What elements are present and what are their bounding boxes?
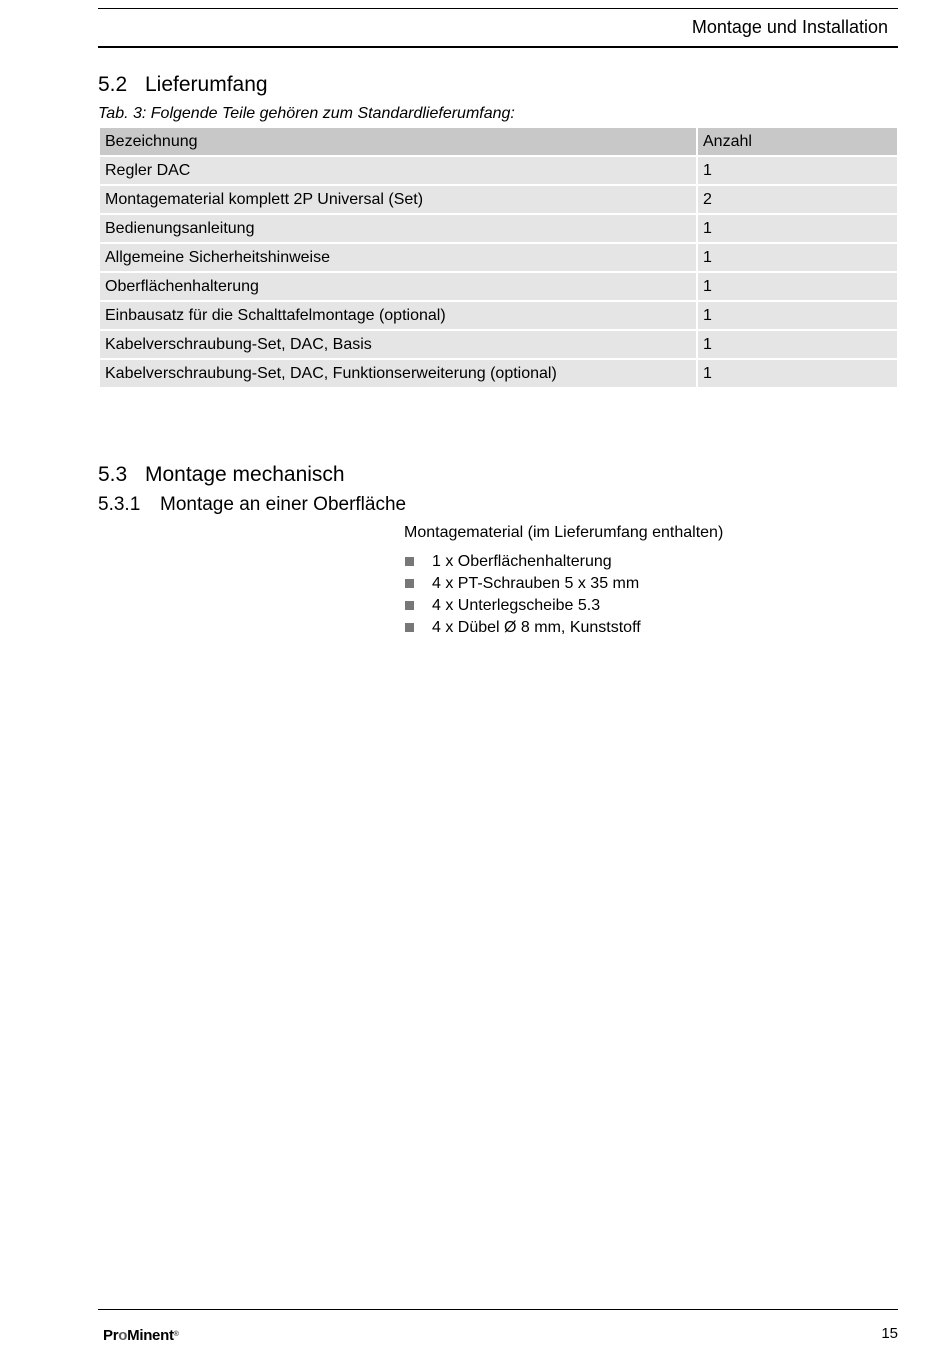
- item-name: Oberflächenhalterung: [100, 273, 696, 300]
- item-name: Kabelverschraubung-Set, DAC, Funktionserweiterung (optional): [100, 360, 696, 387]
- item-name: Montagematerial komplett 2P Universal (Set): [100, 186, 696, 213]
- square-bullet-icon: [405, 557, 414, 566]
- item-quantity: 1: [698, 331, 897, 358]
- list-item-text: 1 x Oberflächenhalterung: [432, 553, 612, 570]
- table-row: [100, 244, 897, 271]
- section-heading-montage-mechanisch: [98, 462, 345, 488]
- section-number: 5.2: [98, 73, 128, 96]
- column-header-bezeichnung: Bezeichnung: [100, 128, 696, 155]
- item-quantity: 1: [698, 215, 897, 242]
- list-item: [404, 574, 641, 596]
- section-title: Lieferumfang: [145, 73, 268, 96]
- section-title: Montage mechanisch: [145, 463, 345, 486]
- table-row: [100, 273, 897, 300]
- list-item-text: 4 x PT-Schrauben 5 x 35 mm: [432, 575, 640, 592]
- section-heading-lieferumfang: [98, 72, 268, 98]
- subsection-number: 5.3.1: [98, 494, 141, 515]
- page-number: 15: [881, 1325, 898, 1342]
- table-row: [100, 215, 897, 242]
- prominent-logo: ProMinent®: [103, 1327, 179, 1344]
- mounting-material-intro: Montagematerial (im Lieferumfang enthalten): [404, 524, 724, 541]
- running-header: Montage und Installation: [691, 17, 888, 37]
- item-quantity: 1: [698, 273, 897, 300]
- item-quantity: 1: [698, 157, 897, 184]
- table-row: [100, 302, 897, 329]
- list-item: [404, 596, 641, 618]
- square-bullet-icon: [405, 579, 414, 588]
- header-rule: [98, 46, 898, 48]
- item-quantity: 2: [698, 186, 897, 213]
- delivery-scope-table: [98, 126, 899, 389]
- subsection-title: Montage an einer Oberfläche: [160, 494, 407, 515]
- top-rule: [98, 8, 898, 9]
- item-name: Regler DAC: [100, 157, 696, 184]
- table-caption: Tab. 3: Folgende Teile gehören zum Standardlieferumfang:: [98, 105, 515, 122]
- column-header-anzahl: Anzahl: [698, 128, 897, 155]
- item-name: Kabelverschraubung-Set, DAC, Basis: [100, 331, 696, 358]
- square-bullet-icon: [405, 601, 414, 610]
- table-row: [100, 157, 897, 184]
- item-quantity: 1: [698, 244, 897, 271]
- mounting-material-list: [404, 552, 641, 640]
- list-item-text: 4 x Dübel Ø 8 mm, Kunststoff: [432, 619, 641, 636]
- item-name: Bedienungsanleitung: [100, 215, 696, 242]
- list-item-text: 4 x Unterlegscheibe 5.3: [432, 597, 601, 614]
- list-item: [404, 618, 641, 640]
- table-row: [100, 186, 897, 213]
- subsection-heading-oberflaeche: [98, 493, 406, 517]
- list-item: [404, 552, 641, 574]
- item-quantity: 1: [698, 302, 897, 329]
- item-quantity: 1: [698, 360, 897, 387]
- table-row: [100, 360, 897, 387]
- table-row: [100, 331, 897, 358]
- footer-rule: [98, 1309, 898, 1310]
- item-name: Einbausatz für die Schalttafelmontage (optional): [100, 302, 696, 329]
- item-name: Allgemeine Sicherheitshinweise: [100, 244, 696, 271]
- table-header-row: [100, 128, 897, 155]
- square-bullet-icon: [405, 623, 414, 632]
- section-number: 5.3: [98, 463, 128, 486]
